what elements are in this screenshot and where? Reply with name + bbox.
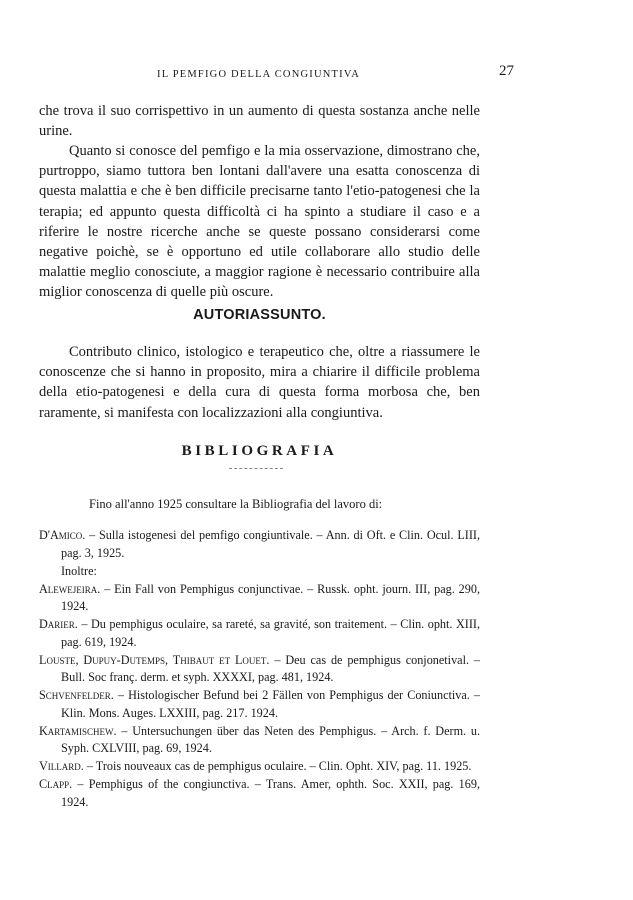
ornament-divider: [229, 468, 283, 469]
reference-entry: [39, 616, 480, 651]
reference-authors: Alewejeira.: [39, 581, 101, 596]
reference-authors: D'Amico.: [39, 528, 86, 542]
reference-text: – Pemphigus of the congiunctiva. – Trans. Amer, ophth. Soc. XXII, pag. 169, 1924.: [61, 777, 480, 809]
body-paragraph: che trova il suo corrispettivo in un aumento di questa sostanza anche nelle urine.: [39, 103, 480, 140]
reference-entry: [39, 563, 480, 581]
running-header: IL PEMFIGO DELLA CONGIUNTIVA: [157, 69, 361, 80]
reference-entry: [39, 687, 480, 722]
reference-authors: Darier.: [39, 617, 78, 631]
reference-entry: [39, 527, 480, 562]
reference-text: – Trois nouveaux cas de pemphigus oculaire. – Clin. Opht. XIV, pag. 11. 1925.: [83, 759, 472, 773]
reference-text: – Ein Fall von Pemphigus conjunctivae. – Russk. opht. journ. III, pag. 290, 1924.: [61, 581, 480, 613]
bibliography-intro: Fino all'anno 1925 consultare la Bibliografia del lavoro di:: [89, 497, 383, 511]
reference-text: – Untersuchungen über das Neten des Pemphigus. – Arch. f. Derm. u. Syph. CXLVIII, pag. 69, 1924.: [61, 723, 480, 755]
reference-text: Inoltre:: [61, 563, 97, 578]
reference-authors: Kartamischew.: [39, 723, 117, 738]
reference-text: – Histologischer Befund bei 2 Fällen von Pemphigus der Coniunctiva. – Klin. Mons. Auges. LXXIII, pag. 217. 1924.: [61, 688, 480, 720]
reference-entry: [39, 758, 480, 776]
reference-entry: [39, 581, 480, 616]
reference-entry: [39, 652, 480, 687]
abstract-text: Contributo clinico, istologico e terapeutico che, oltre a riassumere le conoscenze che si hanno in proposito, mira a chiarire il difficile problema della etio-patogenesi e della cura di questa forma morbosa che, ben raramente, si manifesta con localizzazioni alla congiuntiva.: [39, 344, 480, 421]
body-paragraph: Quanto si conosce del pemfigo e la mia osservazione, dimostrano che, purtroppo, siamo tuttora ben lontani dall'avere una esatta conoscenza di questa malattia e che è ben difficile precisarne tanto l'etio-patogenesi che la terapia; ed appunto questa difficoltà ci ha spinto a studiare il caso e a riferire le nostre ricerche anche se queste possano considerarsi come negative poichè, se è opportuno ed utile collaborare allo studio delle malattie meglio conosciute, a maggior ragione è necessario contribuire alla miglior conoscenza di quelle più oscure.: [39, 143, 480, 301]
reference-authors: Villard.: [39, 759, 84, 773]
reference-entry: [39, 776, 480, 811]
reference-text: – Du pemphigus oculaire, sa rareté, sa gravité, son traitement. – Clin. opht. XIII, pag. 619, 1924.: [61, 617, 480, 649]
reference-authors: Schvenfelder.: [39, 688, 114, 702]
reference-text: – Deu cas de pemphigus conjonetival. – Bull. Soc franç. derm. et syph. XXXXI, pag. 481, 1924.: [61, 652, 480, 684]
page-number: 27: [499, 63, 514, 79]
reference-authors: Clapp.: [39, 777, 73, 791]
reference-list: [39, 527, 480, 812]
abstract-heading: AUTORIASSUNTO.: [193, 307, 326, 323]
reference-authors: Louste, Dupuy-Dutemps, Thibaut et Louet.: [39, 652, 270, 667]
bibliography-title: BIBLIOGRAFIA: [181, 443, 338, 459]
reference-text: – Sulla istogenesi del pemfigo congiuntivale. – Ann. di Oft. e Clin. Ocul. LIII, pag. 3, 1925.: [61, 528, 480, 560]
reference-entry: [39, 723, 480, 758]
